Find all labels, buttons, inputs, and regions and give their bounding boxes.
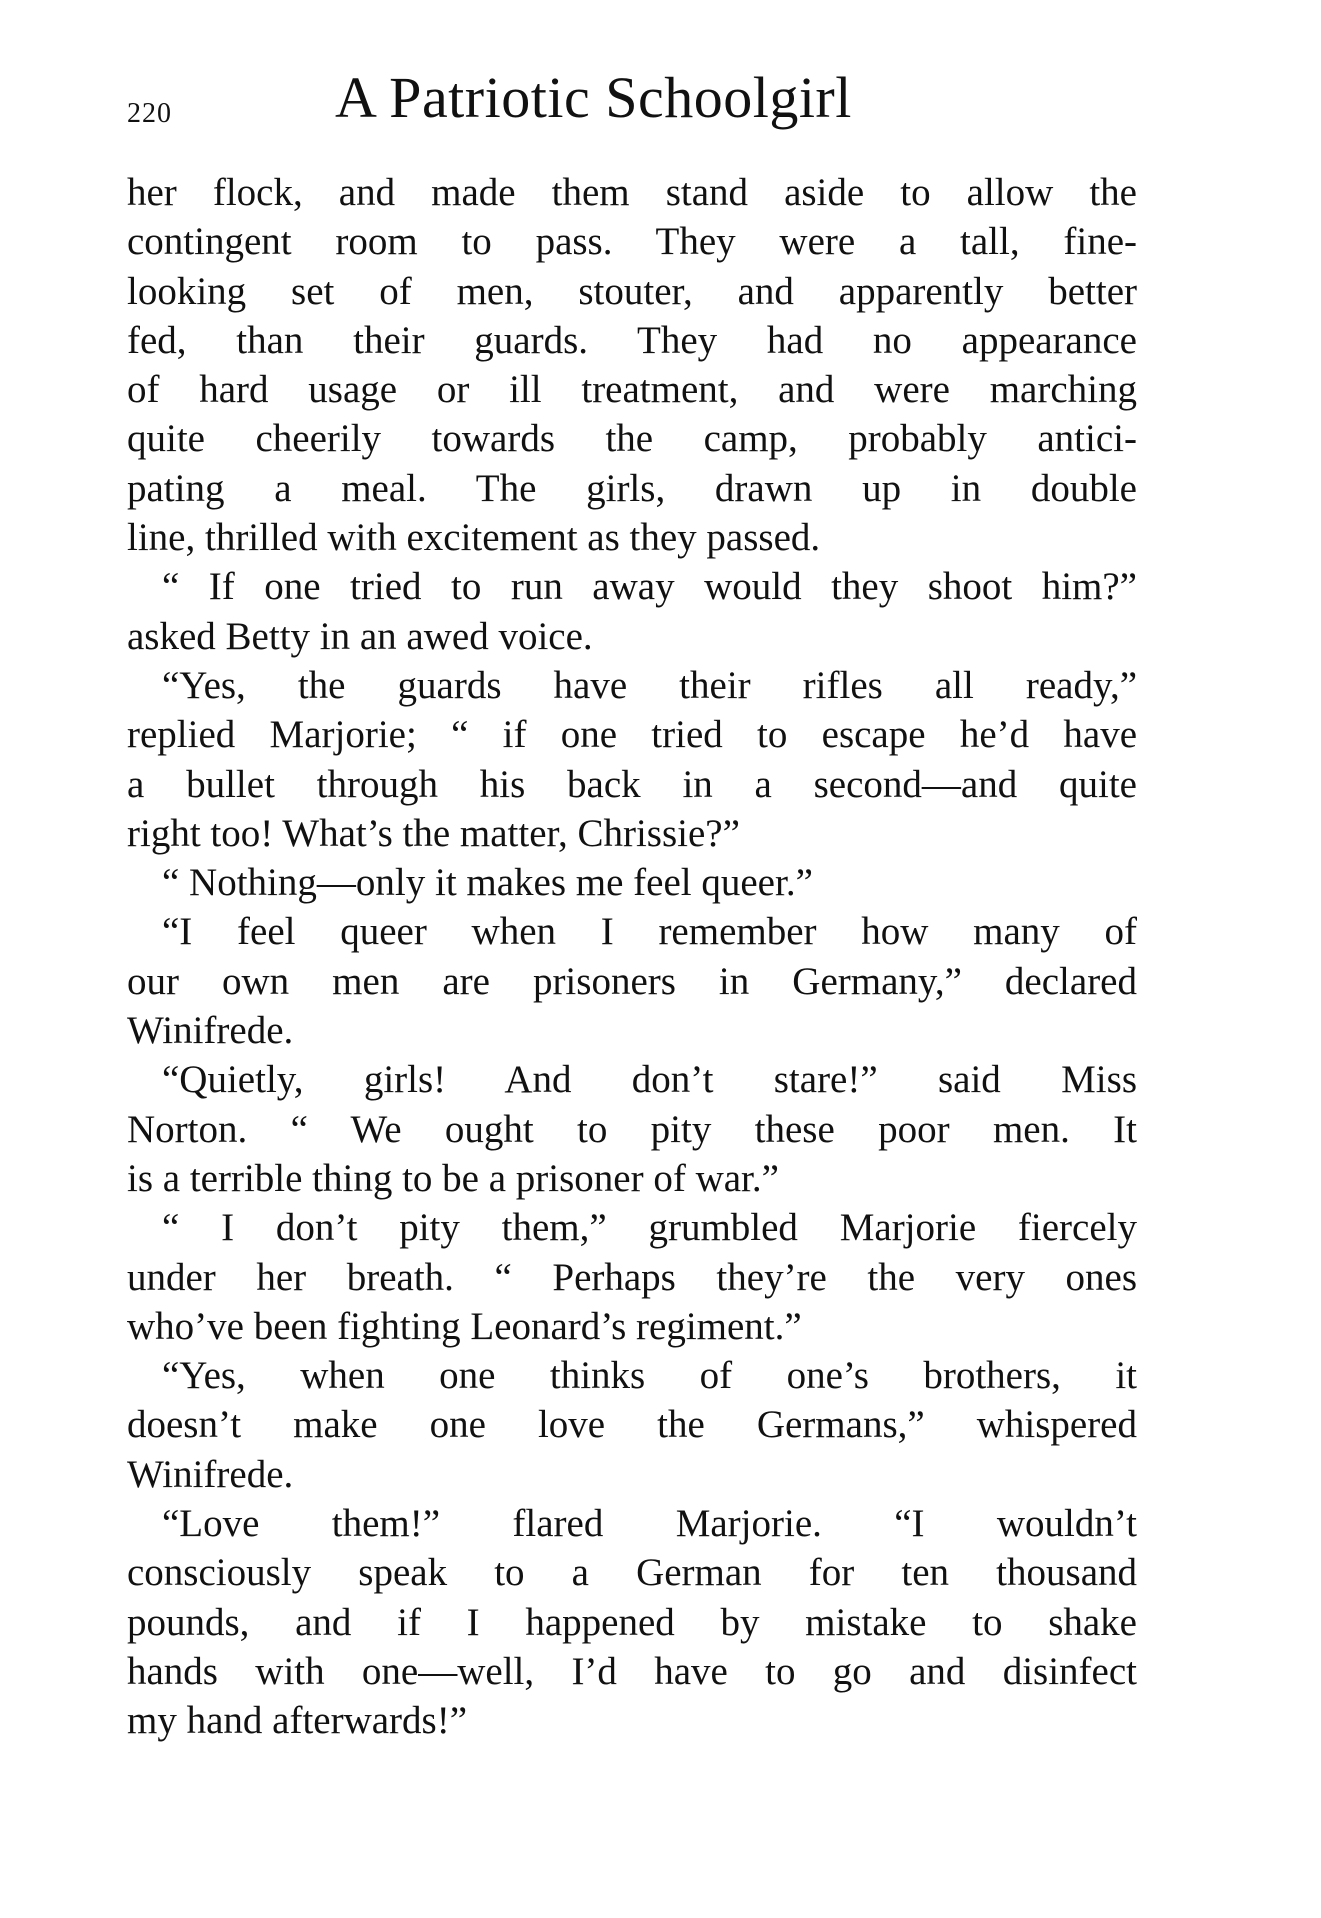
text-line: “ Nothing—only it makes me feel queer.” xyxy=(162,861,813,905)
text-line: line, thrilled with excitement as they passed. xyxy=(127,516,821,560)
text-line: her flock, and made them stand aside to allow the xyxy=(127,171,1137,214)
text-line: replied Marjorie; “ if one tried to escape he’d have xyxy=(127,713,1137,757)
text-line: who’ve been fighting Leonard’s regiment.” xyxy=(127,1304,802,1348)
text-line: pounds, and if I happened by mistake to shake xyxy=(127,1600,1137,1644)
text-line: “I feel queer when I remember how many of xyxy=(162,910,1137,954)
text-line: doesn’t make one love the Germans,” whispered xyxy=(127,1403,1137,1447)
text-line: under her breath. “ Perhaps they’re the very ones xyxy=(127,1255,1137,1299)
text-line: “Yes, when one thinks of one’s brothers, it xyxy=(162,1354,1137,1398)
text-line: right too! What’s the matter, Chrissie?” xyxy=(127,811,740,855)
text-line: “ I don’t pity them,” grumbled Marjorie fiercely xyxy=(162,1206,1137,1250)
text-line: pating a meal. The girls, drawn up in double xyxy=(127,466,1137,510)
text-line: consciously speak to a German for ten thousand xyxy=(127,1551,1137,1595)
text-line: Winifrede. xyxy=(127,1452,294,1496)
running-title: A Patriotic Schoolgirl xyxy=(335,65,852,130)
text-line: fed, than their guards. They had no appearance xyxy=(127,318,1137,362)
text-line: is a terrible thing to be a prisoner of war.” xyxy=(127,1156,779,1200)
text-line: Winifrede. xyxy=(127,1009,294,1053)
text-line: “ If one tried to run away would they shoot him?” xyxy=(162,565,1137,609)
text-line: hands with one—well, I’d have to go and disinfect xyxy=(127,1649,1137,1693)
body-text xyxy=(127,168,1137,1746)
text-line: Norton. “ We ought to pity these poor men. It xyxy=(127,1107,1137,1151)
text-line: quite cheerily towards the camp, probably antici- xyxy=(127,417,1137,461)
text-line: of hard usage or ill treatment, and were marching xyxy=(127,368,1137,412)
text-line: a bullet through his back in a second—and quite xyxy=(127,762,1137,806)
text-line: our own men are prisoners in Germany,” declared xyxy=(127,959,1137,1003)
text-line: contingent room to pass. They were a tall, fine- xyxy=(127,220,1137,264)
text-line: looking set of men, stouter, and apparently better xyxy=(127,269,1137,313)
page-header xyxy=(127,64,1127,144)
text-line: “Yes, the guards have their rifles all ready,” xyxy=(162,663,1137,707)
text-line: asked Betty in an awed voice. xyxy=(127,614,593,658)
text-line: my hand afterwards!” xyxy=(127,1699,468,1743)
text-line: “Quietly, girls! And don’t stare!” said Miss xyxy=(162,1058,1137,1102)
page-number: 220 xyxy=(127,98,172,129)
text-line: “Love them!” flared Marjorie. “I wouldn’t xyxy=(162,1502,1137,1546)
